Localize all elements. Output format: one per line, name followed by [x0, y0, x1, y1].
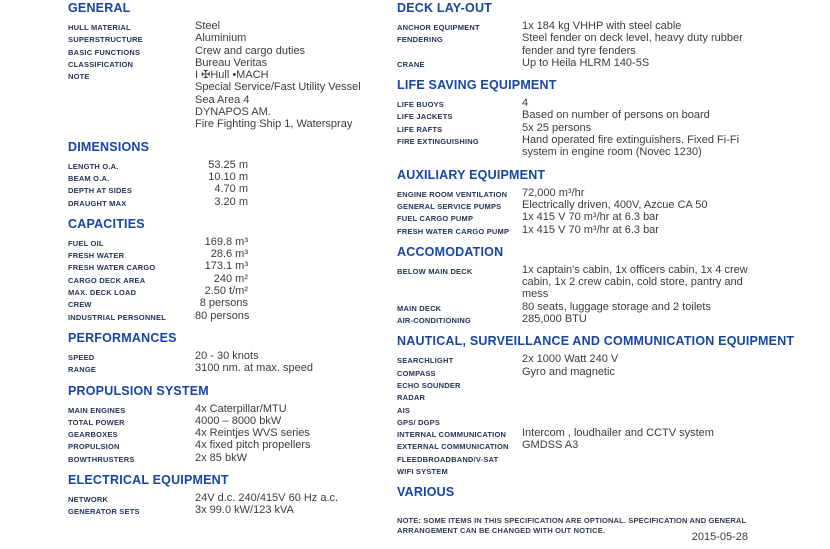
- spec-row: [68, 492, 398, 504]
- spec-value: [522, 264, 748, 301]
- spec-value-line: 4.70 m: [214, 183, 248, 196]
- spec-value-line: 2x 85 bkW: [195, 451, 247, 464]
- spec-label: FRESH WATER CARGO PUMP: [397, 226, 510, 236]
- spec-row: [68, 350, 398, 362]
- spec-value-line: 4x Reintjes WVS series: [195, 427, 310, 440]
- spec-row: [397, 224, 749, 236]
- spec-row: [68, 403, 398, 415]
- spec-label: FIRE EXTINGUISHING: [397, 137, 479, 147]
- spec-row: [397, 134, 749, 159]
- spec-value-line: Special Service/Fast Utility Vessel: [195, 81, 361, 94]
- spec-label: LIFE JACKETS: [397, 112, 453, 122]
- spec-label: AIR-CONDITIONING: [397, 316, 472, 326]
- spec-value: [195, 183, 248, 195]
- section-various: [397, 485, 749, 499]
- spec-value-line: Aluminium: [195, 32, 247, 45]
- spec-label: GENERATOR SETS: [68, 507, 140, 517]
- spec-row: [68, 362, 398, 374]
- spec-label: SEARCHLIGHT: [397, 356, 454, 366]
- spec-row: [68, 273, 398, 285]
- spec-row: [68, 452, 398, 464]
- spec-label: NETWORK: [68, 495, 109, 505]
- spec-value-line: Hand operated fire extinguishers. Fixed Fi-Fi: [522, 134, 740, 147]
- section-deck-lay-out: [397, 1, 749, 69]
- spec-value-line: Steel: [195, 20, 221, 32]
- section-title: ACCOMODATION: [397, 244, 504, 259]
- spec-value-line: 28.6 m³: [210, 248, 248, 261]
- spec-value: [195, 236, 248, 248]
- spec-label: FRESH WATER CARGO: [68, 263, 156, 273]
- spec-value: [195, 171, 248, 183]
- spec-value: [195, 57, 267, 69]
- spec-value: [522, 187, 584, 199]
- spec-value-line: mess: [522, 288, 549, 301]
- spec-label: CARGO DECK AREA: [68, 275, 146, 285]
- spec-value-line: cabin, 1x 2 crew cabin, cold store, pantry and: [522, 276, 743, 289]
- spec-value-line: Crew and cargo duties: [195, 44, 306, 57]
- spec-row: [397, 353, 749, 365]
- spec-value-line: 1x 184 kg VHHP with steel cable: [522, 20, 682, 32]
- spec-value-line: 2.50 t/m²: [204, 285, 248, 298]
- spec-label: LENGTH O.A.: [68, 161, 119, 171]
- spec-label: CLASSIFICATION: [68, 59, 134, 69]
- spec-value: [195, 362, 313, 374]
- spec-value: [195, 248, 248, 260]
- spec-row: [397, 427, 749, 439]
- spec-value: [195, 439, 311, 451]
- spec-value-line: 10.10 m: [208, 170, 248, 183]
- spec-value-line: 2x 1000 Watt 240 V: [522, 353, 619, 366]
- spec-label: GPS/ DGPS: [397, 417, 441, 427]
- spec-row: [68, 260, 398, 272]
- spec-label: CREW: [68, 300, 92, 310]
- spec-row: [397, 20, 749, 32]
- footer-note-line-2: ARRANGEMENT CAN BE CHANGED WITH OUT NOTICE.: [397, 526, 606, 535]
- spec-row: [397, 439, 749, 451]
- spec-label: INTERNAL COMMUNICATION: [397, 430, 507, 440]
- spec-row: [397, 264, 749, 301]
- spec-value: [522, 313, 587, 325]
- spec-value-line: 169.8 m³: [204, 235, 248, 248]
- spec-row: [68, 32, 398, 44]
- footer-note-line-1: NOTE: SOME ITEMS IN THIS SPECIFICATION ARE OPTIONAL. SPECIFICATION AND GENERAL: [397, 516, 747, 525]
- spec-value: [195, 32, 246, 44]
- section-general: [68, 1, 398, 131]
- spec-value: [195, 20, 220, 32]
- section-nautical-surveillance-and-communication-equipment: [397, 334, 795, 477]
- spec-value: [522, 199, 707, 211]
- spec-row: [68, 439, 398, 451]
- spec-label: FUEL CARGO PUMP: [397, 214, 474, 224]
- spec-row: [397, 313, 749, 325]
- spec-row: [397, 187, 749, 199]
- spec-row: [397, 97, 749, 109]
- section-title: CAPACITIES: [68, 216, 145, 231]
- spec-row: [68, 69, 398, 130]
- spec-label: SPEED: [68, 352, 95, 362]
- right-column: [397, 1, 795, 508]
- spec-label: GEARBOXES: [68, 430, 118, 440]
- spec-label: COMPASS: [397, 368, 436, 378]
- spec-value-line: 4x Caterpillar/MTU: [195, 402, 287, 415]
- spec-value-line: GMDSS A3: [522, 439, 579, 452]
- spec-value-line: Sea Area 4: [195, 93, 250, 106]
- spec-row: [68, 427, 398, 439]
- spec-value-line: system in engine room (Novec 1230): [522, 146, 702, 159]
- spec-value: [195, 285, 248, 297]
- spec-label: WIFI SYSTEM: [397, 467, 448, 477]
- spec-value-line: 4000 – 8000 bkW: [195, 414, 282, 427]
- section-title: ELECTRICAL EQUIPMENT: [68, 473, 229, 488]
- spec-row: [68, 415, 398, 427]
- spec-row: [397, 415, 749, 427]
- spec-value-line: 53.25 m: [208, 158, 248, 171]
- spec-value: [522, 211, 659, 223]
- spec-label: FRESH WATER: [68, 251, 125, 261]
- spec-label: MAX. DECK LOAD: [68, 288, 137, 298]
- spec-label: MAIN ENGINES: [68, 405, 126, 415]
- spec-row: [397, 452, 749, 464]
- spec-value: [522, 122, 591, 134]
- spec-row: [397, 378, 749, 390]
- spec-value-line: DYNAPOS AM.: [195, 106, 271, 119]
- spec-value-line: 1x 415 V 70 m³/hr at 6.3 bar: [522, 223, 659, 236]
- spec-label: EXTERNAL COMMUNICATION: [397, 442, 509, 452]
- spec-label: DEPTH AT SIDES: [68, 186, 133, 196]
- spec-label: CRANE: [397, 59, 425, 69]
- spec-value-line: 3.20 m: [214, 195, 248, 208]
- spec-label: ANCHOR EQUIPMENT: [397, 23, 480, 32]
- spec-value: [522, 366, 615, 378]
- spec-value-line: I ✠Hull •MACH: [195, 69, 269, 82]
- section-dimensions: [68, 140, 398, 208]
- left-column: [68, 1, 398, 526]
- spec-row: [397, 57, 749, 69]
- spec-value: [195, 45, 305, 57]
- spec-label: BOWTHRUSTERS: [68, 454, 135, 464]
- spec-row: [68, 236, 398, 248]
- section-title: NAUTICAL, SURVEILLANCE AND COMMUNICATION EQUIPMENT: [397, 334, 795, 349]
- spec-value: [522, 32, 743, 57]
- section-title: LIFE SAVING EQUIPMENT: [397, 78, 557, 93]
- spec-label: FLEEDBROADBAND/V-SAT: [397, 454, 499, 464]
- spec-value-line: 5x 25 persons: [522, 121, 592, 134]
- section-title: VARIOUS: [397, 485, 455, 500]
- spec-value: [195, 350, 259, 362]
- spec-label: PROPULSION: [68, 442, 120, 452]
- spec-label: RANGE: [68, 365, 97, 375]
- spec-label: INDUSTRIAL PERSONNEL: [68, 312, 167, 322]
- spec-label: ECHO SOUNDER: [397, 380, 461, 390]
- spec-value-line: 173.1 m³: [204, 260, 248, 273]
- spec-row: [397, 211, 749, 223]
- spec-row: [68, 196, 398, 208]
- spec-row: [397, 390, 749, 402]
- spec-label: BELOW MAIN DECK: [397, 266, 473, 276]
- spec-row: [68, 171, 398, 183]
- section-capacities: [68, 217, 398, 322]
- spec-row: [397, 366, 749, 378]
- spec-row: [397, 32, 749, 57]
- spec-value: [195, 69, 361, 130]
- spec-label: BEAM O.A.: [68, 173, 110, 183]
- spec-value-line: Intercom , loudhailer and CCTV system: [522, 427, 714, 440]
- spec-row: [397, 301, 749, 313]
- spec-row: [68, 20, 398, 32]
- spec-label: FUEL OIL: [68, 238, 104, 248]
- spec-row: [68, 183, 398, 195]
- spec-value-line: Based on number of persons on board: [522, 109, 710, 122]
- spec-value: [522, 109, 710, 121]
- spec-value: [195, 260, 248, 272]
- spec-value: [522, 97, 528, 109]
- spec-value-line: 1x captain's cabin, 1x officers cabin, 1x 4 crew: [522, 263, 748, 276]
- spec-value: [522, 134, 739, 159]
- spec-label: TOTAL POWER: [68, 417, 125, 427]
- spec-label: ENGINE ROOM VENTILATION: [397, 189, 508, 199]
- spec-label: RADAR: [397, 393, 426, 403]
- spec-value: [195, 196, 248, 208]
- section-propulsion-system: [68, 384, 398, 464]
- spec-row: [397, 122, 749, 134]
- spec-value-line: fender and tyre fenders: [522, 44, 636, 57]
- spec-label: AIS: [397, 405, 411, 415]
- spec-row: [397, 464, 749, 476]
- spec-value-line: Gyro and magnetic: [522, 365, 615, 378]
- spec-value: [195, 159, 248, 171]
- spec-value-line: 1x 415 V 70 m³/hr at 6.3 bar: [522, 211, 659, 224]
- spec-label: BASIC FUNCTIONS: [68, 47, 141, 57]
- spec-value: [522, 224, 659, 236]
- spec-value: [195, 310, 248, 322]
- spec-value-line: 80 seats, luggage storage and 2 toilets: [522, 300, 711, 313]
- spec-row: [68, 159, 398, 171]
- spec-label: LIFE BUOYS: [397, 100, 445, 110]
- spec-value-line: 80 persons: [195, 309, 250, 322]
- spec-row: [397, 109, 749, 121]
- spec-label: SUPERSTRUCTURE: [68, 35, 143, 45]
- spec-value: [195, 427, 310, 439]
- spec-label: NOTE: [68, 72, 90, 82]
- spec-value-line: 72,000 m³/hr: [522, 186, 585, 199]
- spec-value: [522, 353, 618, 365]
- section-life-saving-equipment: [397, 78, 749, 158]
- spec-value-line: Electrically driven, 400V, Azcue CA 50: [522, 198, 708, 211]
- spec-value-line: 8 persons: [199, 297, 248, 310]
- spec-row: [397, 403, 749, 415]
- section-title: PERFORMANCES: [68, 330, 177, 345]
- spec-label: LIFE RAFTS: [397, 124, 443, 134]
- spec-row: [68, 248, 398, 260]
- spec-value: [522, 427, 714, 439]
- spec-value: [195, 273, 248, 285]
- section-electrical-equipment: [68, 473, 398, 517]
- spec-value-line: 3100 nm. at max. speed: [195, 362, 314, 375]
- spec-value: [195, 452, 247, 464]
- spec-value-line: 3x 99.0 kW/123 kVA: [195, 504, 294, 517]
- section-title: GENERAL: [68, 1, 131, 15]
- spec-value-line: Up to Heila HLRM 140-5S: [522, 56, 650, 69]
- section-title: AUXILIARY EQUIPMENT: [397, 167, 546, 182]
- spec-row: [68, 57, 398, 69]
- spec-label: FENDERING: [397, 35, 443, 45]
- spec-row: [68, 297, 398, 309]
- spec-value-line: 4: [522, 97, 529, 110]
- section-accomodation: [397, 245, 749, 325]
- spec-value: [522, 20, 681, 32]
- spec-value-line: Steel fender on deck level, heavy duty rubber: [522, 32, 743, 45]
- spec-value: [195, 504, 294, 516]
- spec-value: [522, 301, 711, 313]
- spec-value-line: 240 m²: [213, 272, 248, 285]
- spec-row: [68, 45, 398, 57]
- spec-value-line: 4x fixed pitch propellers: [195, 439, 311, 452]
- spec-value: [195, 297, 248, 309]
- section-title: PROPULSION SYSTEM: [68, 383, 209, 398]
- spec-label: MAIN DECK: [397, 303, 442, 313]
- spec-row: [68, 310, 398, 322]
- spec-label: GENERAL SERVICE PUMPS: [397, 201, 502, 211]
- spec-row: [397, 199, 749, 211]
- spec-value-line: Bureau Veritas: [195, 56, 268, 69]
- footer-date: 2015-05-28: [691, 531, 748, 543]
- spec-label: HULL MATERIAL: [68, 23, 131, 32]
- spec-value: [522, 57, 649, 69]
- spec-value: [195, 492, 338, 504]
- section-auxiliary-equipment: [397, 168, 749, 236]
- spec-value-line: 285,000 BTU: [522, 313, 587, 326]
- spec-value-line: 24V d.c. 240/415V 60 Hz a.c.: [195, 492, 339, 505]
- spec-row: [68, 285, 398, 297]
- spec-row: [68, 504, 398, 516]
- section-performances: [68, 331, 398, 375]
- spec-label: DRAUGHT MAX: [68, 198, 127, 208]
- spec-value: [195, 403, 287, 415]
- spec-value: [195, 415, 281, 427]
- section-title: DECK LAY-OUT: [397, 1, 493, 15]
- section-title: DIMENSIONS: [68, 139, 150, 154]
- spec-value-line: 20 - 30 knots: [195, 349, 259, 362]
- spec-value-line: Fire Fighting Ship 1, Waterspray: [195, 118, 353, 131]
- spec-value: [522, 439, 578, 451]
